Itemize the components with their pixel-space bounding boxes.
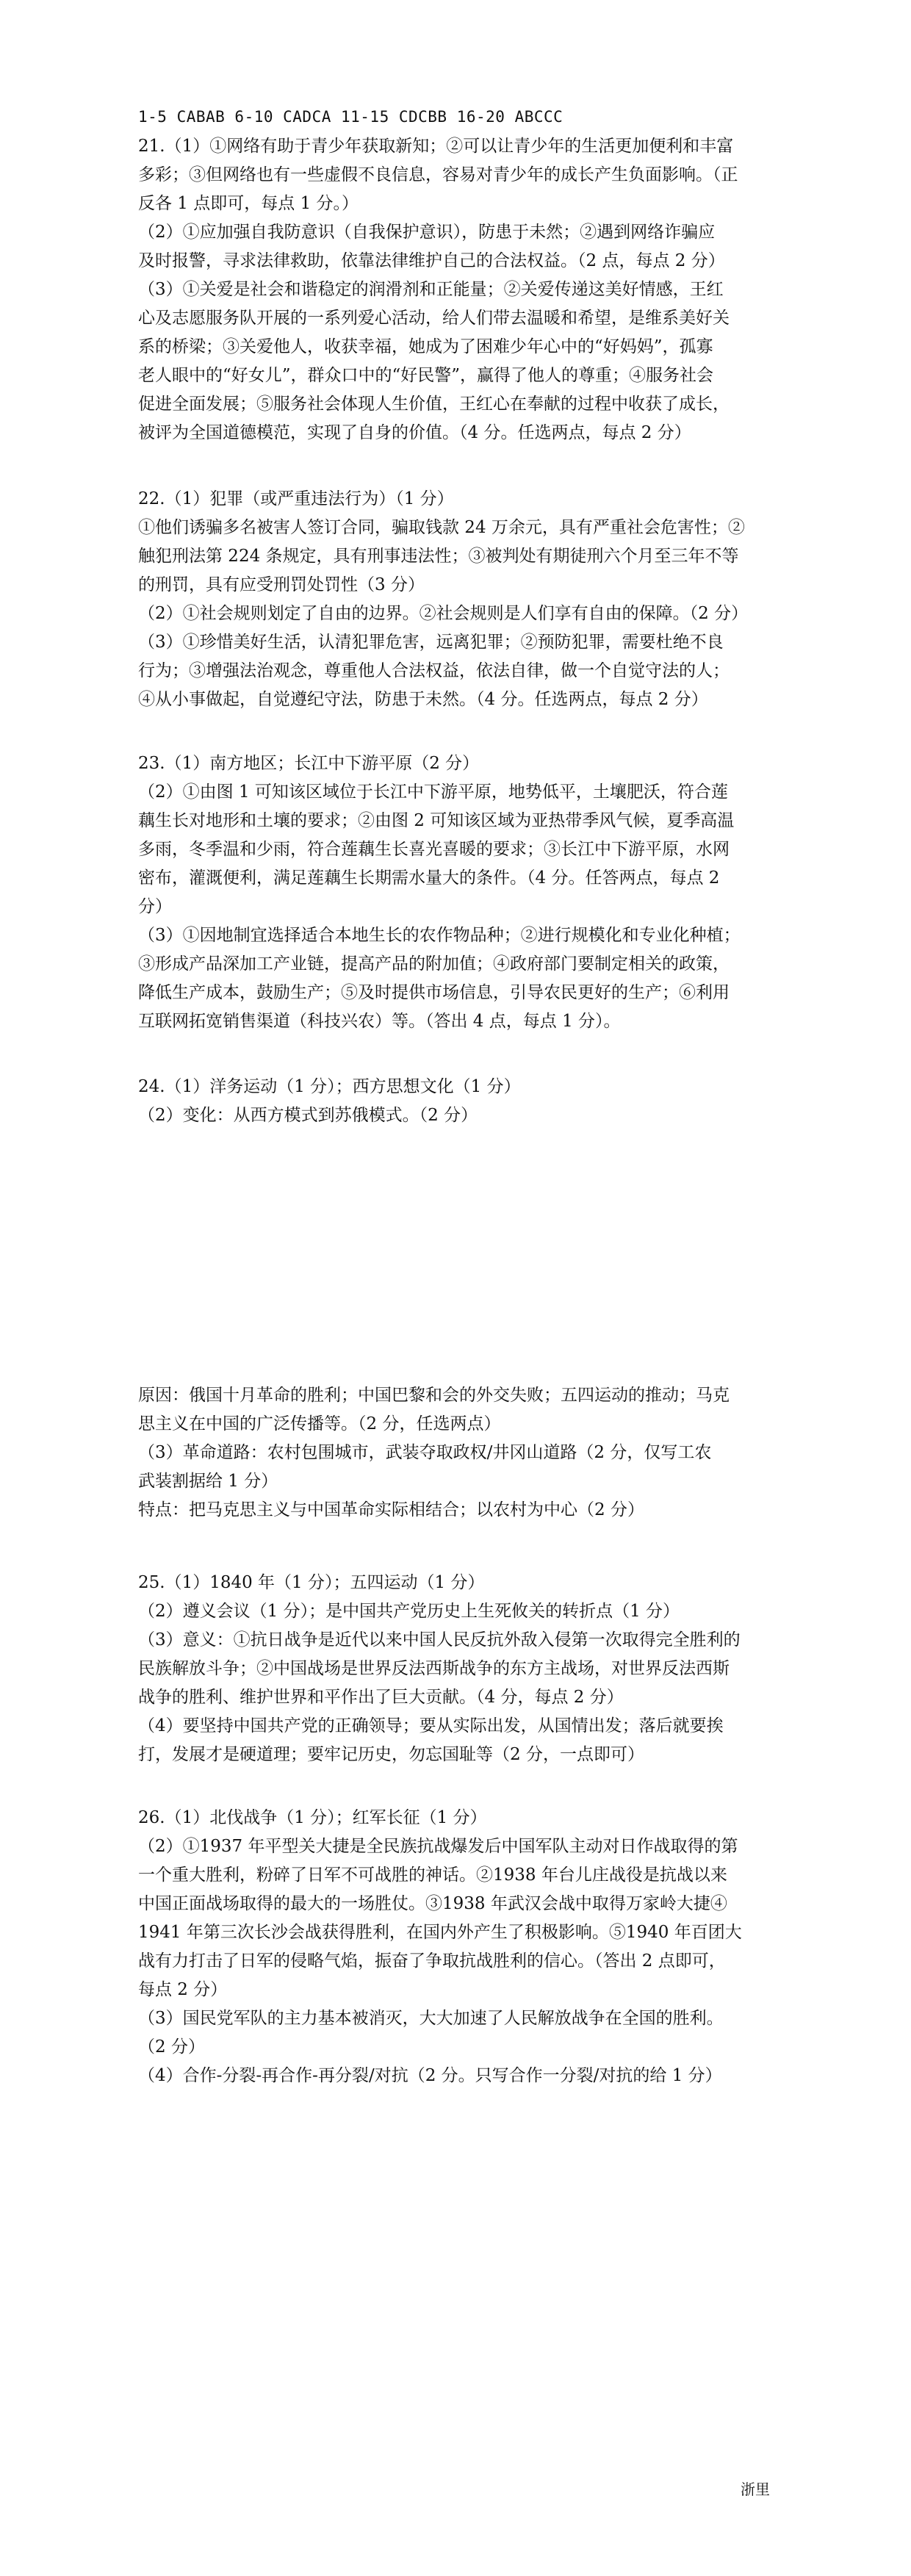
- q22-line-2: ①他们诱骗多名被害人签订合同，骗取钱款 24 万余元，具有严重社会危害性；②: [138, 518, 745, 537]
- q26-line-7: 每点 2 分）: [138, 1980, 228, 1999]
- q21-line-3: 反各 1 点即可，每点 1 分。）: [138, 194, 359, 213]
- q25-line-7: 打，发展才是硬道理；要牢记历史，勿忘国耻等（2 分，一点即可）: [138, 1745, 644, 1764]
- q26-line-2: （2）①1937 年平型关大捷是全民族抗战爆发后中国军队主动对日作战取得的第: [138, 1837, 738, 1856]
- q26-line-6: 战有力打击了日军的侵略气焰，振奋了争取抗战胜利的信心。（答出 2 点即可，: [138, 1951, 726, 1971]
- q21-line-2: 多彩；③但网络也有一些虚假不良信息，容易对青少年的成长产生负面影响。（正: [138, 165, 738, 184]
- q21-line-1: 21.（1）①网络有助于青少年获取新知；②可以让青少年的生活更加便利和丰富: [138, 137, 734, 156]
- q24-top-block: [138, 1073, 792, 1130]
- q26-line-5: 1941 年第三次长沙会战获得胜利，在国内外产生了积极影响。⑤1940 年百团大: [138, 1923, 742, 1942]
- q23-line-1: 23.（1）南方地区；长江中下游平原（2 分）: [138, 754, 480, 773]
- q21-line-8: 系的桥梁；③关爱他人，收获幸福，她成为了困难少年心中的“好妈妈”，孤寡: [138, 337, 713, 356]
- q26-line-3: 一个重大胜利，粉碎了日军不可战胜的神话。②1938 年台儿庄战役是抗战以来: [138, 1866, 727, 1885]
- q21-line-4: （2）①应加强自我防意识（自我保护意识），防患于未然；②遇到网络诈骗应: [138, 223, 716, 242]
- q22-line-7: 行为；③增强法治观念，尊重他人合法权益，依法自律，做一个自觉守法的人；: [138, 661, 730, 680]
- q21-line-5: 及时报警，寻求法律救助，依靠法律维护自己的合法权益。（2 点，每点 2 分）: [138, 251, 725, 270]
- q24-line-6: 武装割据给 1 分）: [138, 1472, 278, 1491]
- q24-line-2: （2）变化：从西方模式到苏俄模式。（2 分）: [138, 1106, 478, 1125]
- q25-line-5: 战争的胜利、维护世界和平作出了巨大贡献。（4 分，每点 2 分）: [138, 1688, 624, 1707]
- q23-line-5: 密布，灌溉便利，满足莲藕生长期需水量大的条件。（4 分。任答两点，每点 2: [138, 868, 720, 888]
- q23-line-8: ③形成产品深加工产业链，提高产品的附加值；④政府部门要制定相关的政策，: [138, 954, 730, 974]
- q24-line-4: 思主义在中国的广泛传播等。（2 分，任选两点）: [138, 1414, 501, 1433]
- answer-key-line: 1-5 CABAB 6-10 CADCA 11-15 CDCBB 16-20 ABCCC: [138, 108, 563, 126]
- q23-line-9: 降低生产成本，鼓励生产；⑤及时提供市场信息，引导农民更好的生产；⑥利用: [138, 983, 730, 1002]
- q23-block: [138, 749, 792, 1036]
- q22-line-4: 的刑罚，具有应受刑罚处罚性（3 分）: [138, 575, 425, 594]
- q24-bottom-block: [138, 1381, 792, 1525]
- q23-line-2: （2）①由图 1 可知该区域位于长江中下游平原，地势低平，土壤肥沃，符合莲: [138, 782, 728, 802]
- q22-line-3: 触犯刑法第 224 条规定，具有刑事违法性；③被判处有期徒刑六个月至三年不等: [138, 547, 739, 566]
- q21-line-7: 心及志愿服务队开展的一系列爱心活动，给人们带去温暖和希望，是维系美好关: [138, 309, 730, 328]
- q24-line-7: 特点：把马克思主义与中国革命实际相结合；以农村为中心（2 分）: [138, 1500, 644, 1519]
- q21-block: [138, 132, 792, 447]
- q21-line-10: 促进全面发展；⑤服务社会体现人生价值，王红心在奉献的过程中收获了成长，: [138, 395, 730, 414]
- q23-line-6: 分）: [138, 897, 172, 916]
- q21-line-9: 老人眼中的“好女儿”，群众口中的“好民警”，赢得了他人的尊重；④服务社会: [138, 366, 714, 385]
- q22-line-5: （2）①社会规则划定了自由的边界。②社会规则是人们享有自由的保障。（2 分）: [138, 604, 749, 623]
- q22-line-1: 22.（1）犯罪（或严重违法行为）（1 分）: [138, 489, 454, 508]
- q25-line-3: （3）意义：①抗日战争是近代以来中国人民反抗外敌入侵第一次取得完全胜利的: [138, 1630, 741, 1649]
- q23-line-7: （3）①因地制宜选择适合本地生长的农作物品种；②进行规模化和专业化种植；: [138, 926, 741, 945]
- q21-line-11: 被评为全国道德模范，实现了自身的价值。（4 分。任选两点，每点 2 分）: [138, 423, 691, 442]
- q25-line-2: （2）遵义会议（1 分）；是中国共产党历史上生死攸关的转折点（1 分）: [138, 1602, 680, 1621]
- q26-line-10: （4）合作-分裂-再合作-再分裂/对抗（2 分。只写合作一分裂/对抗的给 1 分）: [138, 2066, 722, 2085]
- q25-line-4: 民族解放斗争；②中国战场是世界反法西斯战争的东方主战场，对世界反法西斯: [138, 1659, 730, 1678]
- q26-block: [138, 1804, 792, 2090]
- q23-line-10: 互联网拓宽销售渠道（科技兴农）等。（答出 4 点，每点 1 分）。: [138, 1012, 621, 1031]
- q26-line-8: （3）国民党军队的主力基本被消灭，大大加速了人民解放战争在全国的胜利。: [138, 2009, 724, 2028]
- q26-line-9: （2 分）: [138, 2037, 205, 2057]
- q25-line-1: 25.（1）1840 年（1 分）；五四运动（1 分）: [138, 1573, 485, 1592]
- q22-line-8: ④从小事做起，自觉遵纪守法，防患于未然。（4 分。任选两点，每点 2 分）: [138, 690, 708, 709]
- answer-key-block: [138, 103, 792, 132]
- q23-line-3: 藕生长对地形和土壤的要求；②由图 2 可知该区域为亚热带季风气候，夏季高温: [138, 811, 735, 830]
- q26-line-1: 26.（1）北伐战争（1 分）；红军长征（1 分）: [138, 1808, 487, 1827]
- q21-line-6: （3）①关爱是社会和谐稳定的润滑剂和正能量；②关爱传递这美好情感，王红: [138, 280, 724, 299]
- q26-line-4: 中国正面战场取得的最大的一场胜仗。③1938 年武汉会战中取得万家岭大捷④: [138, 1894, 727, 1913]
- q24-line-3: 原因：俄国十月革命的胜利；中国巴黎和会的外交失败；五四运动的推动；马克: [138, 1386, 730, 1405]
- q23-line-4: 多雨，冬季温和少雨，符合莲藕生长喜光喜暖的要求；③长江中下游平原，水网: [138, 840, 730, 859]
- q24-line-1: 24.（1）洋务运动（1 分）；西方思想文化（1 分）: [138, 1077, 521, 1096]
- q25-block: [138, 1569, 792, 1769]
- footer-mark: 浙里: [741, 2480, 770, 2498]
- q24-line-5: （3）革命道路：农村包围城市，武装夺取政权/井冈山道路（2 分，仅写工农: [138, 1443, 712, 1462]
- q22-line-6: （3）①珍惜美好生活，认清犯罪危害，远离犯罪；②预防犯罪，需要杜绝不良: [138, 633, 724, 652]
- q25-line-6: （4）要坚持中国共产党的正确领导；要从实际出发，从国情出发；落后就要挨: [138, 1716, 724, 1735]
- q22-block: [138, 485, 792, 714]
